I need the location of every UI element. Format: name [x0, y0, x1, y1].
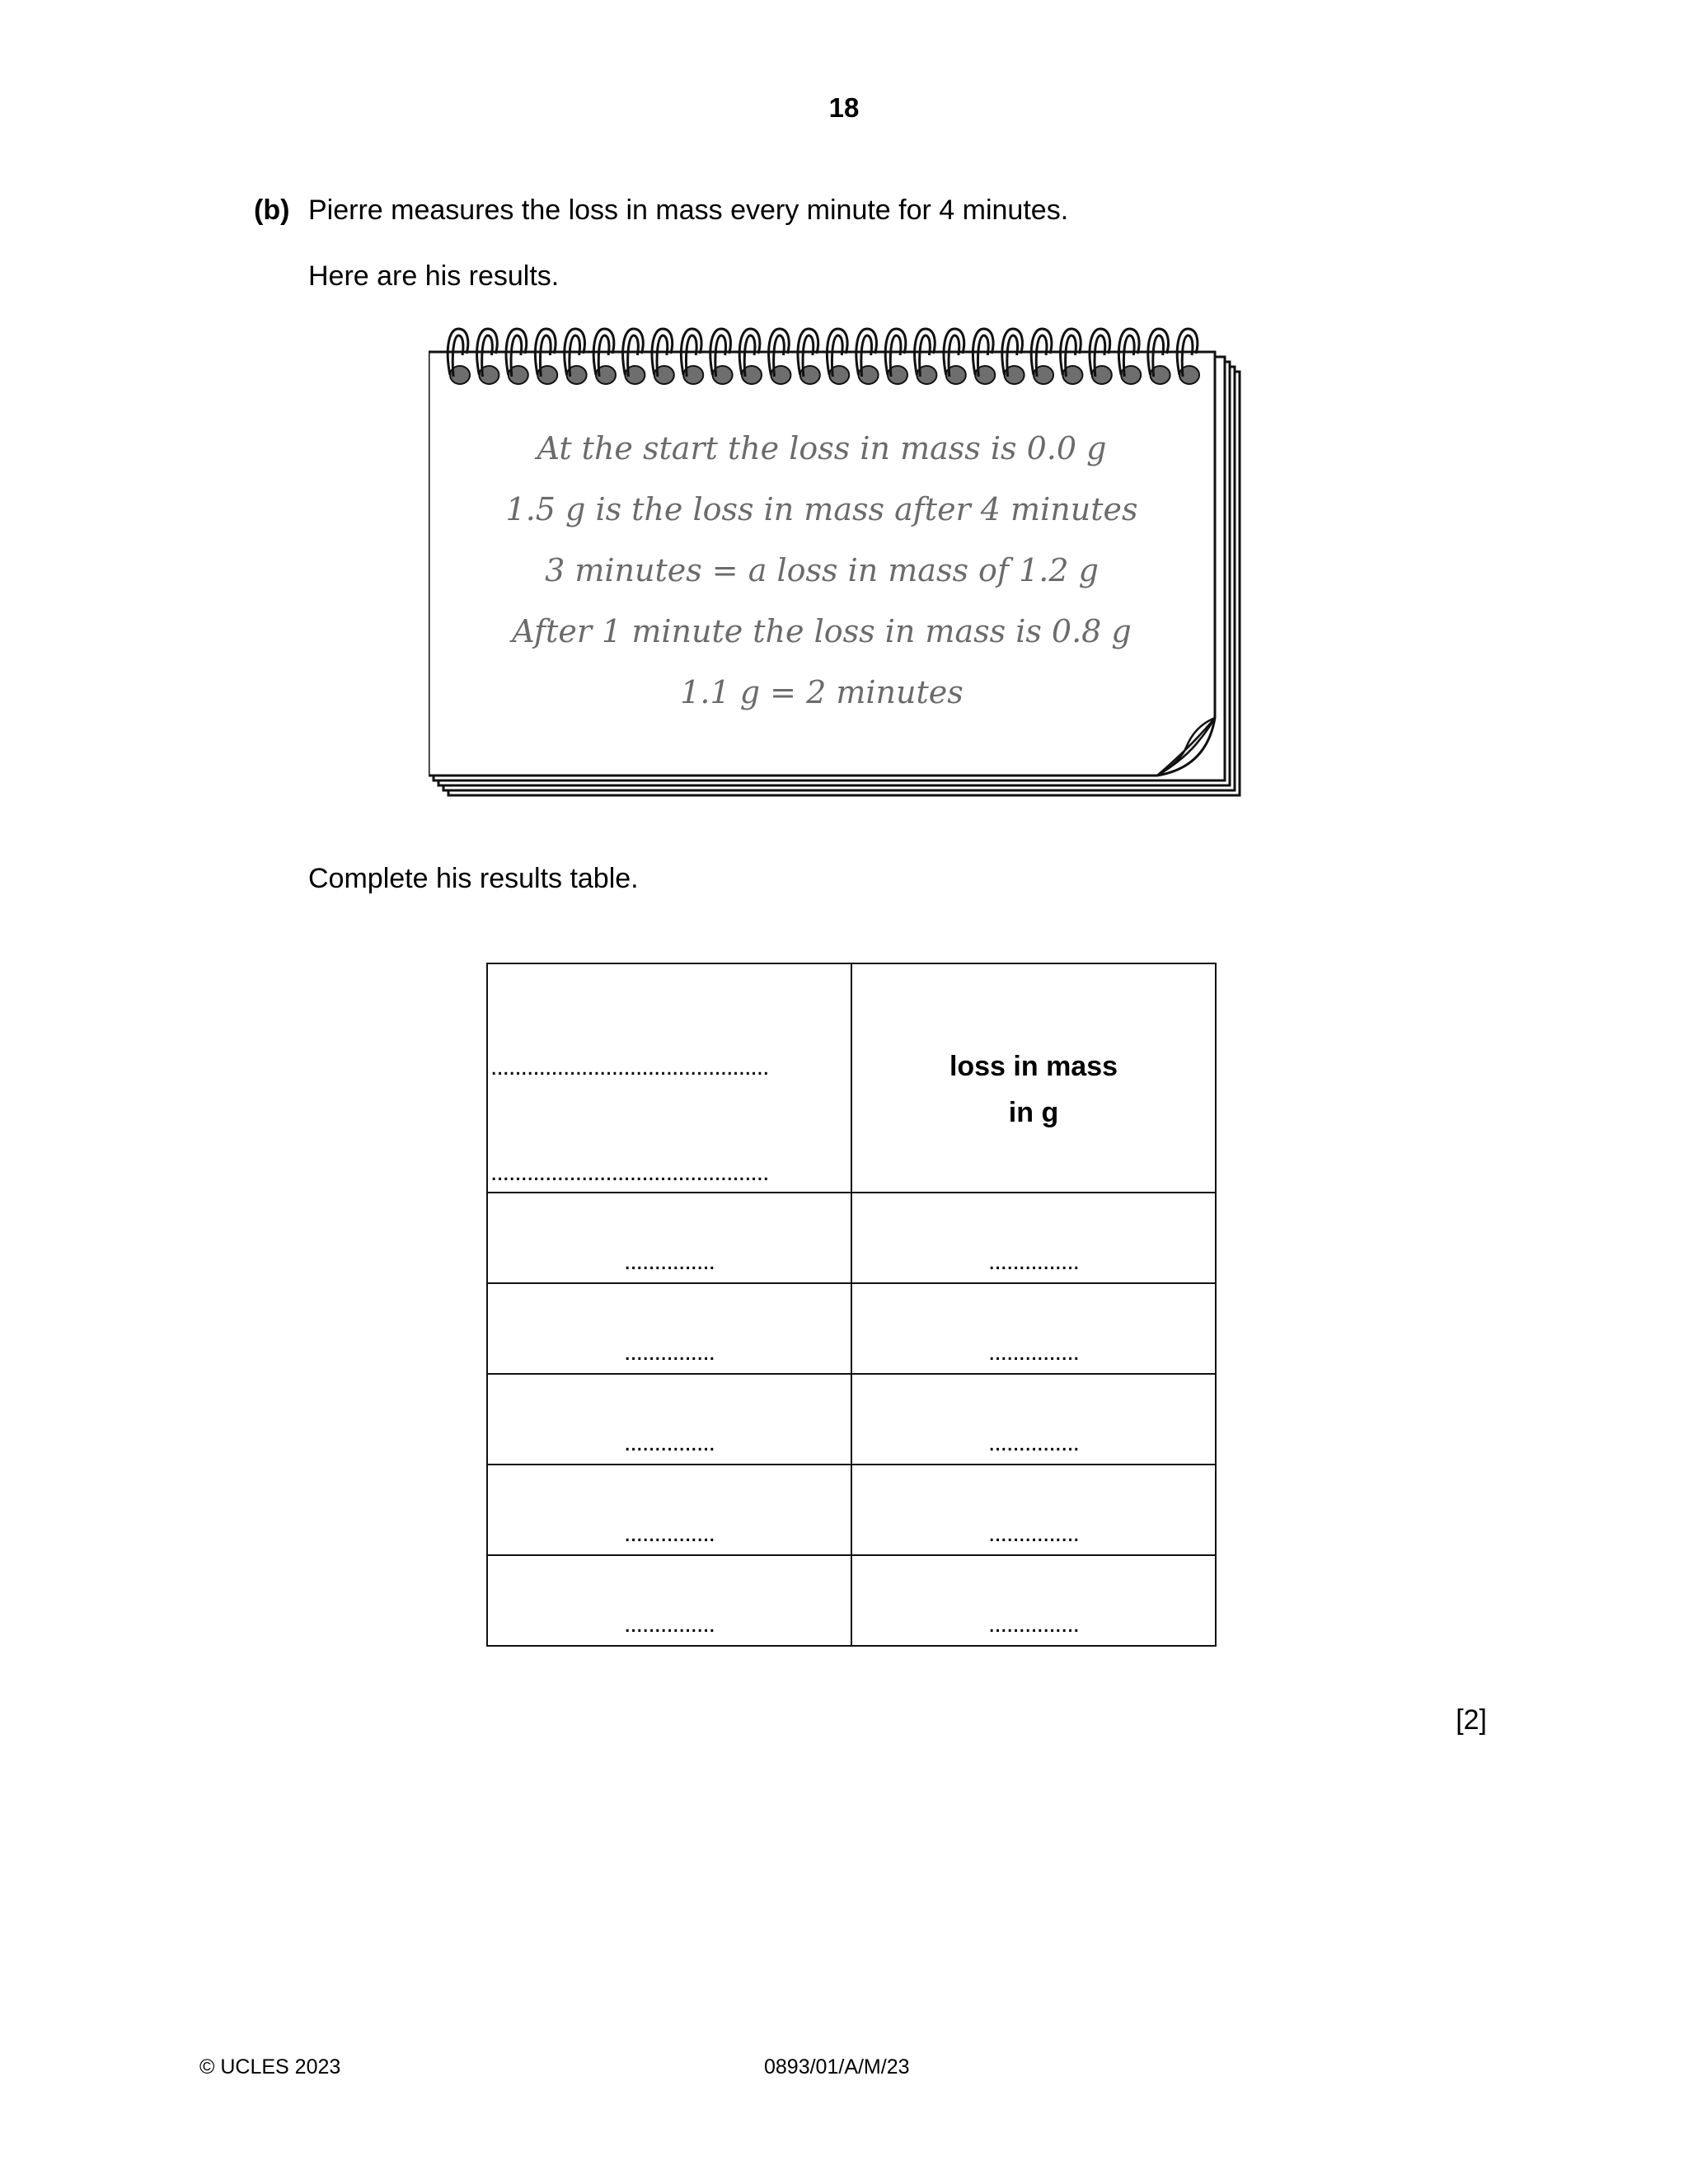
- header-cell-blank: [487, 963, 851, 1193]
- answer-line[interactable]: ...............: [623, 1429, 715, 1456]
- table-header-row: [487, 963, 1216, 1193]
- answer-line[interactable]: ...............: [623, 1338, 715, 1366]
- table-row: [487, 1555, 1216, 1646]
- answer-line[interactable]: ...............: [987, 1338, 1080, 1366]
- footer-copyright: © UCLES 2023: [199, 2055, 341, 2079]
- results-table: [486, 963, 1217, 1647]
- answer-line[interactable]: ...............: [623, 1248, 715, 1275]
- table-cell: [487, 1555, 851, 1646]
- table-row: [487, 1193, 1216, 1283]
- notepad-illustration: [429, 317, 1245, 804]
- results-intro: Here are his results.: [308, 260, 560, 292]
- answer-line[interactable]: ...............: [987, 1610, 1080, 1638]
- table-row: [487, 1465, 1216, 1555]
- answer-line[interactable]: ...............: [987, 1520, 1080, 1547]
- header-text-line: loss in mass: [949, 1051, 1118, 1082]
- table-cell: [851, 1555, 1216, 1646]
- answer-line[interactable]: ..............................................: [490, 1055, 769, 1080]
- header-cell-loss-in-mass: [851, 963, 1216, 1193]
- answer-line[interactable]: ...............: [987, 1248, 1080, 1275]
- table-cell: [487, 1374, 851, 1465]
- note-line-5: 1.1 g = 2 minutes: [680, 674, 964, 710]
- table-cell: [851, 1465, 1216, 1555]
- note-line-3: 3 minutes = a loss in mass of 1.2 g: [545, 552, 1099, 588]
- instruction-text: Complete his results table.: [308, 863, 639, 894]
- marks-allocation: [2]: [1456, 1704, 1487, 1736]
- table-cell: [851, 1374, 1216, 1465]
- table-cell: [487, 1193, 851, 1283]
- table-row: [487, 1374, 1216, 1465]
- table-cell: [487, 1283, 851, 1374]
- answer-line[interactable]: ...............: [623, 1610, 715, 1638]
- header-text-line: in g: [1008, 1097, 1059, 1128]
- page-number: 18: [828, 92, 860, 123]
- table-row: [487, 1283, 1216, 1374]
- note-line-2: 1.5 g is the loss in mass after 4 minutes: [505, 491, 1138, 527]
- answer-line[interactable]: ...............: [623, 1520, 715, 1547]
- table-cell: [851, 1193, 1216, 1283]
- answer-line[interactable]: ..............................................: [490, 1160, 769, 1185]
- question-intro: Pierre measures the loss in mass every minute for 4 minutes.: [308, 194, 1069, 226]
- footer-paper-code: 0893/01/A/M/23: [764, 2055, 910, 2079]
- table-cell: [851, 1283, 1216, 1374]
- table-cell: [487, 1465, 851, 1555]
- note-line-4: After 1 minute the loss in mass is 0.8 g: [512, 613, 1132, 649]
- part-label: (b): [254, 194, 290, 226]
- answer-line[interactable]: ...............: [987, 1429, 1080, 1456]
- note-line-1: At the start the loss in mass is 0.0 g: [537, 430, 1107, 466]
